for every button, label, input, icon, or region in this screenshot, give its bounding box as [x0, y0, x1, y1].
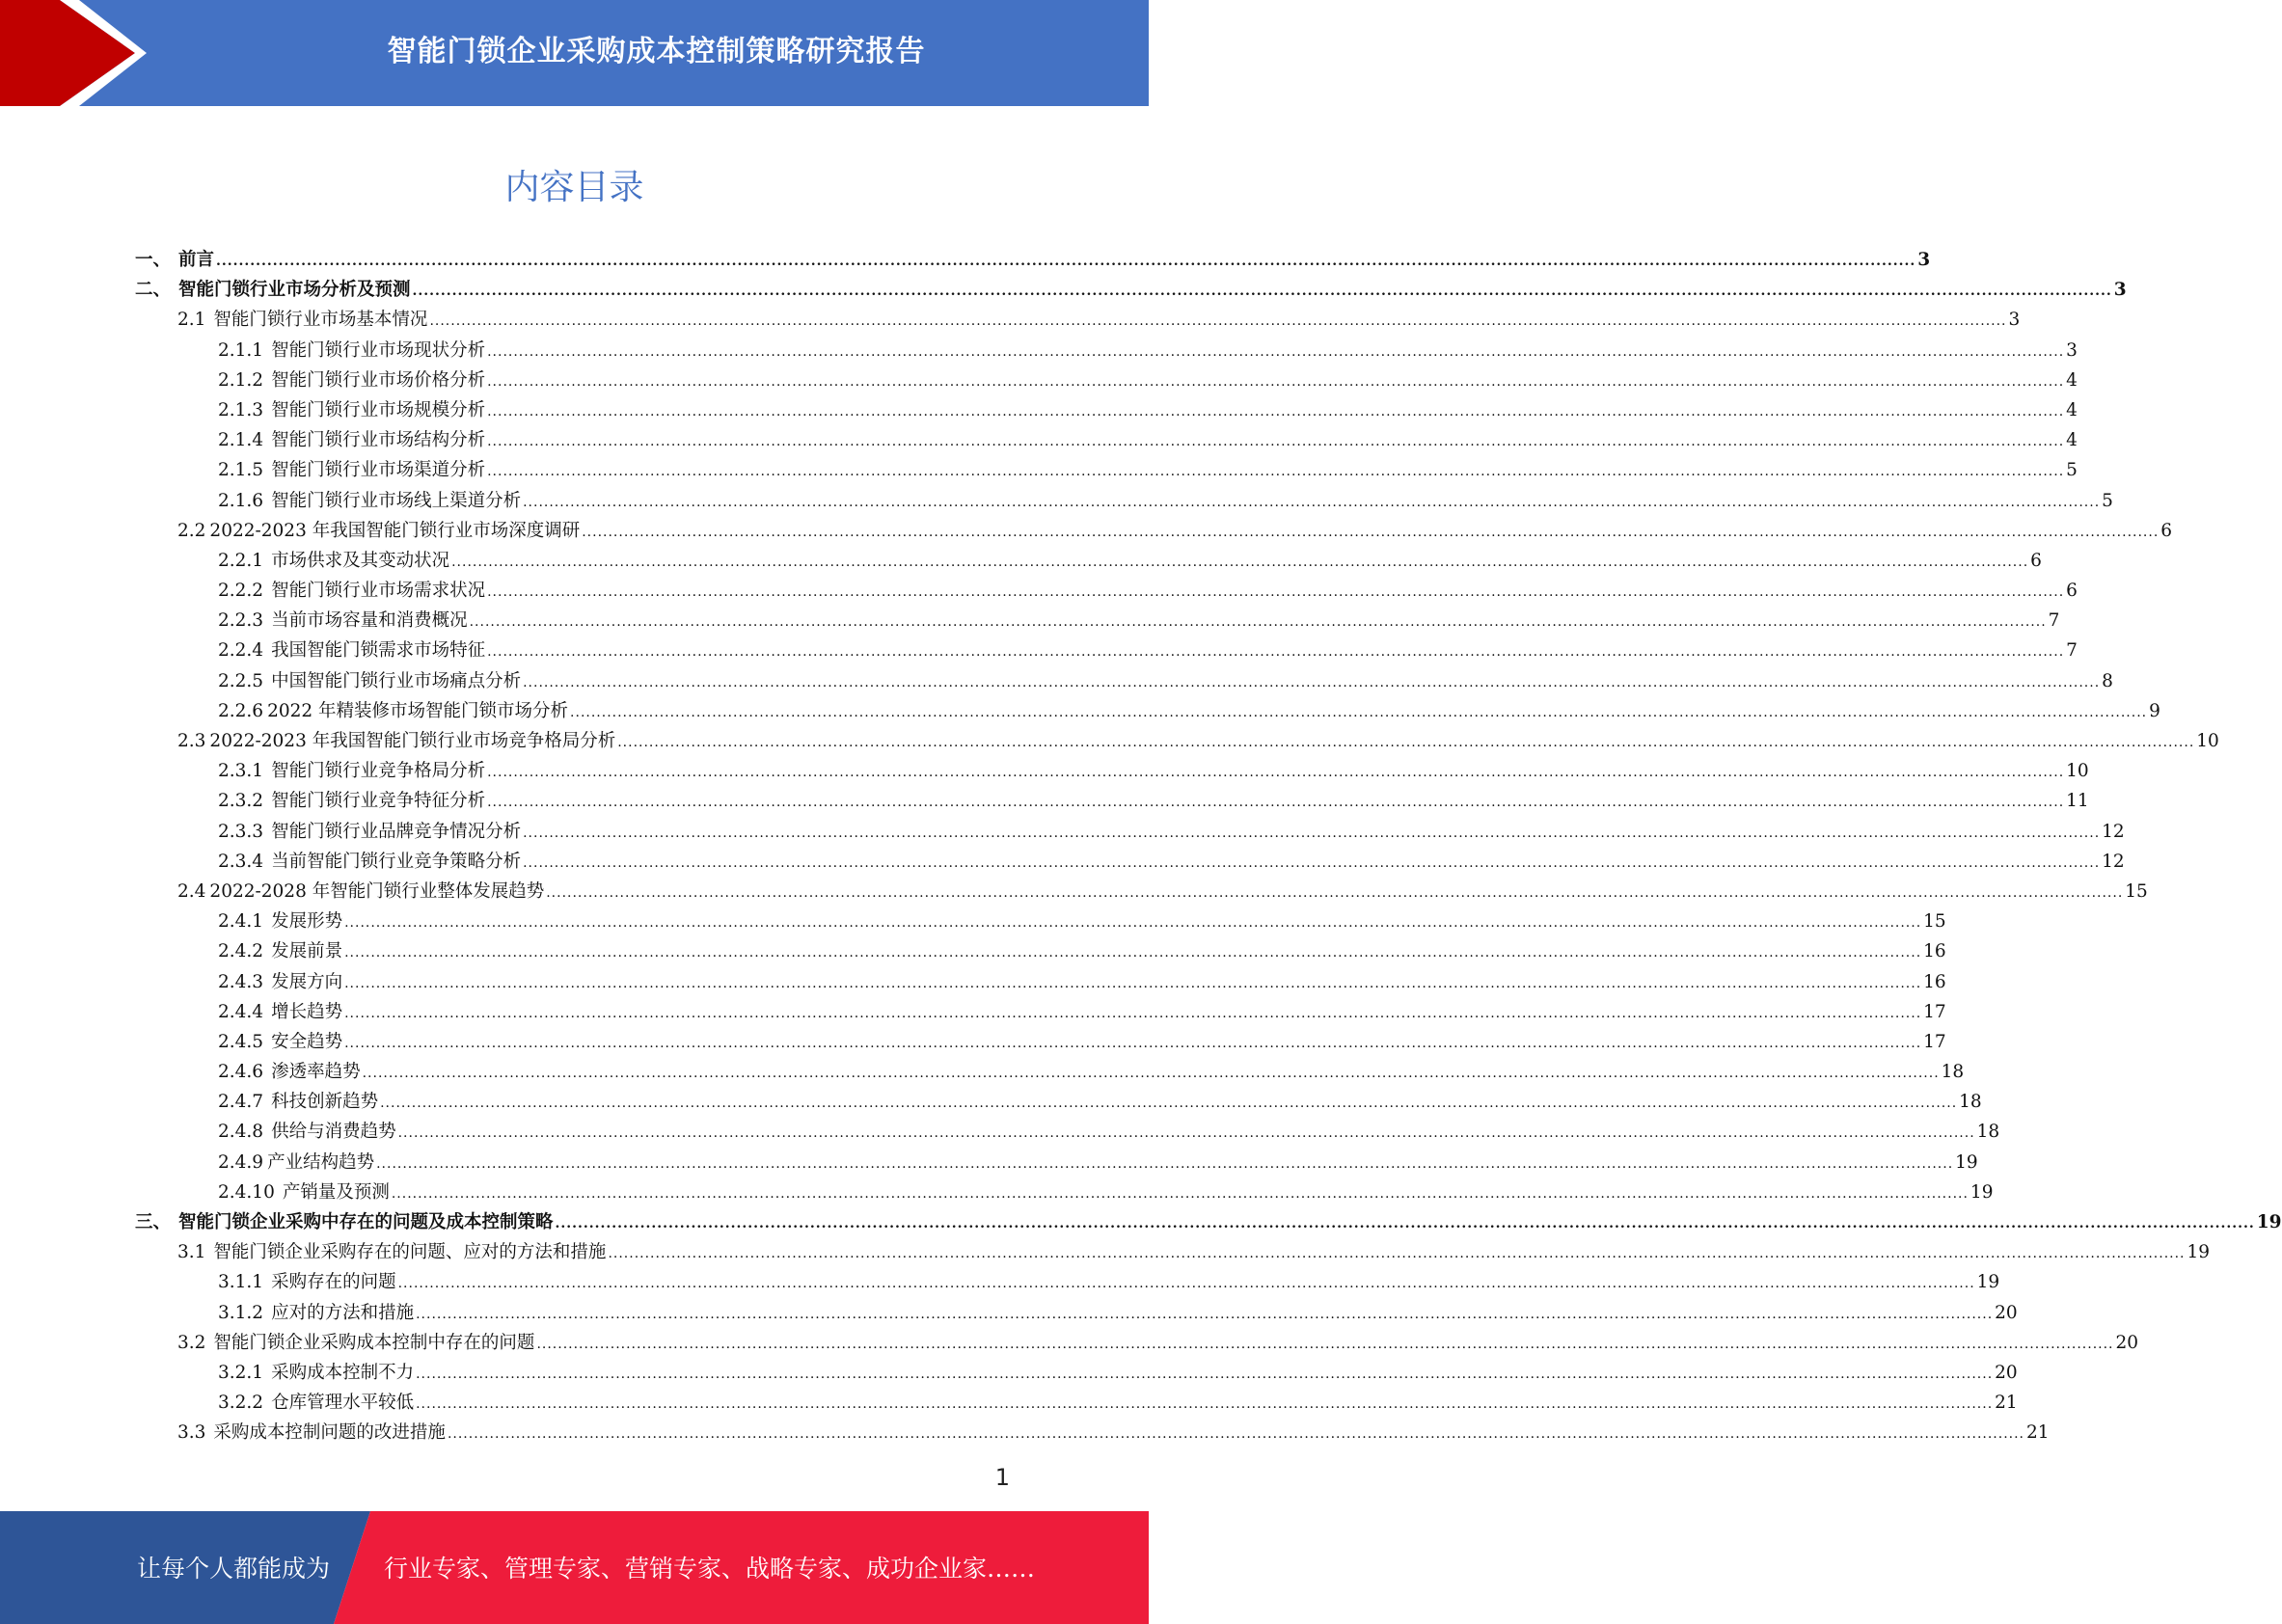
page-header-band	[0, 0, 1149, 106]
toc-entry-number: 2.2.6	[218, 700, 264, 721]
toc-entry[interactable]	[135, 546, 2042, 576]
toc-entry-number: 2.4.5	[218, 1031, 264, 1052]
toc-dot-leader: ............................................................................................................................................................................................................................................................................................................	[523, 825, 2101, 841]
toc-dot-leader: ............................................................................................................................................................................................................................................................................................................	[344, 1005, 1922, 1021]
toc-entry-number: 2.4.3	[218, 971, 264, 992]
toc-entry-number: 3.2	[177, 1332, 206, 1353]
toc-dot-leader: ............................................................................................................................................................................................................................................................................................................	[487, 373, 2065, 390]
toc-entry-number: 2.2.2	[218, 581, 264, 602]
table-of-contents	[135, 245, 2282, 1448]
header-chevron-decoration	[0, 0, 193, 106]
toc-entry-page: 19	[1955, 1151, 1978, 1173]
toc-entry-page: 16	[1923, 971, 1946, 992]
toc-entry-number: 2.3.4	[218, 851, 264, 872]
toc-entry[interactable]	[135, 1117, 2000, 1147]
toc-entry-title: 采购成本控制不力	[271, 1362, 415, 1383]
toc-entry-number: 3.1	[177, 1242, 206, 1263]
toc-dot-leader: ............................................................................................................................................................................................................................................................................................................	[362, 1066, 1940, 1082]
toc-entry[interactable]	[135, 516, 2173, 546]
toc-entry-title: 发展前景	[271, 941, 343, 962]
toc-entry-title: 2022-2023 年我国智能门锁行业市场竞争格局分析	[209, 731, 616, 751]
toc-entry-page: 20	[2115, 1332, 2139, 1353]
toc-entry-number: 2.2.5	[218, 670, 264, 691]
toc-entry[interactable]	[135, 1418, 2050, 1448]
toc-entry-page: 21	[2026, 1422, 2050, 1444]
toc-entry[interactable]	[135, 936, 1946, 966]
toc-entry-title: 中国智能门锁行业市场痛点分析	[271, 670, 522, 691]
toc-entry[interactable]	[135, 395, 2078, 425]
toc-entry-page: 18	[1976, 1122, 2000, 1143]
toc-entry[interactable]	[135, 907, 1946, 936]
toc-entry-number: 3.2.2	[218, 1393, 264, 1414]
toc-entry-page: 3	[2113, 280, 2127, 301]
toc-entry-title: 市场供求及其变动状况	[271, 550, 450, 571]
toc-entry-page: 20	[1995, 1302, 2018, 1323]
toc-dot-leader: ............................................................................................................................................................................................................................................................................................................	[546, 884, 2124, 901]
toc-entry-number: 2.4.6	[218, 1062, 264, 1083]
toc-entry-page: 19	[1970, 1181, 1994, 1203]
toc-entry-title: 智能门锁行业市场线上渠道分析	[271, 490, 522, 511]
toc-entry[interactable]	[135, 336, 2078, 365]
toc-entry[interactable]	[135, 1148, 1978, 1177]
toc-entry-title: 智能门锁行业竞争特征分析	[271, 791, 486, 812]
toc-entry[interactable]	[135, 1027, 1946, 1057]
toc-dot-leader: ............................................................................................................................................................................................................................................................................................................	[469, 614, 2047, 631]
toc-entry-title: 科技创新趋势	[271, 1092, 379, 1113]
toc-entry-page: 16	[1923, 941, 1946, 962]
toc-dot-leader: ............................................................................................................................................................................................................................................................................................................	[397, 1276, 1975, 1292]
toc-entry-title: 采购成本控制问题的改进措施	[213, 1422, 446, 1444]
toc-entry[interactable]	[135, 726, 2219, 756]
toc-entry-page: 11	[2066, 791, 2089, 812]
toc-entry[interactable]	[135, 967, 1946, 997]
toc-entry-title: 当前市场容量和消费概况	[271, 610, 468, 632]
toc-entry-page: 5	[2066, 460, 2078, 481]
toc-entry-title: 仓库管理水平较低	[271, 1393, 415, 1414]
toc-entry-page: 9	[2149, 700, 2160, 721]
toc-entry-number: 2.2.3	[218, 610, 264, 632]
toc-entry-title: 智能门锁行业市场需求状况	[271, 581, 486, 602]
toc-entry[interactable]	[135, 817, 2125, 847]
toc-entry-number: 一、	[135, 250, 172, 270]
toc-entry-number: 2.2.4	[218, 640, 264, 662]
toc-dot-leader: ............................................................................................................................................................................................................................................................................................................	[582, 524, 2160, 540]
toc-entry-title: 智能门锁行业竞争格局分析	[271, 761, 486, 782]
toc-entry[interactable]	[135, 606, 2060, 636]
toc-entry-page: 17	[1923, 1031, 1946, 1052]
toc-entry-title: 2022-2023 年我国智能门锁行业市场深度调研	[209, 520, 581, 541]
toc-dot-leader: ............................................................................................................................................................................................................................................................................................................	[487, 584, 2065, 601]
toc-entry-page: 7	[2048, 610, 2060, 632]
toc-entry-number: 2.1.2	[218, 369, 264, 391]
toc-entry-page: 19	[2187, 1242, 2211, 1263]
toc-entry-title: 采购存在的问题	[271, 1272, 396, 1293]
toc-entry-page: 21	[1995, 1393, 2018, 1414]
toc-entry-title: 2022 年精装修市场智能门锁市场分析	[267, 700, 569, 721]
toc-dot-leader: ............................................................................................................................................................................................................................................................................................................	[416, 1396, 1994, 1413]
page-number: 1	[994, 1464, 1010, 1491]
toc-dot-leader: ............................................................................................................................................................................................................................................................................................................	[487, 795, 2065, 811]
toc-entry-title: 智能门锁行业市场分析及预测	[178, 280, 411, 301]
toc-entry-title: 当前智能门锁行业竞争策略分析	[271, 851, 522, 872]
toc-entry-page: 4	[2066, 430, 2078, 451]
toc-entry[interactable]	[135, 1237, 2211, 1267]
toc-entry-title: 智能门锁企业采购存在的问题、应对的方法和措施	[213, 1242, 607, 1263]
toc-entry-number: 2.4.4	[218, 1001, 264, 1022]
toc-entry-title: 发展方向	[271, 971, 343, 992]
toc-dot-leader: ............................................................................................................................................................................................................................................................................................................	[523, 494, 2101, 510]
toc-dot-leader: ............................................................................................................................................................................................................................................................................................................	[451, 554, 2029, 570]
toc-entry-title: 智能门锁行业市场现状分析	[271, 339, 486, 361]
toc-dot-leader: ............................................................................................................................................................................................................................................................................................................	[447, 1426, 2024, 1443]
toc-entry[interactable]	[135, 997, 1946, 1027]
toc-entry-page: 6	[2066, 581, 2078, 602]
footer-slogan-left: 让每个人都能成为	[137, 1555, 331, 1583]
toc-entry-number: 2.2	[177, 520, 206, 541]
toc-entry-number: 3.2.1	[218, 1362, 264, 1383]
toc-entry[interactable]	[135, 1358, 2018, 1388]
toc-entry-number: 2.4	[177, 880, 206, 902]
toc-entry[interactable]	[135, 696, 2160, 726]
toc-entry-number: 2.3.1	[218, 761, 264, 782]
toc-entry-title: 智能门锁企业采购中存在的问题及成本控制策略	[178, 1212, 554, 1232]
toc-entry[interactable]	[135, 1177, 1994, 1207]
report-title: 智能门锁企业采购成本控制策略研究报告	[387, 35, 926, 68]
toc-entry[interactable]	[135, 365, 2078, 395]
toc-entry[interactable]	[135, 636, 2078, 665]
toc-entry[interactable]	[135, 786, 2089, 816]
toc-dot-leader: ............................................................................................................................................................................................................................................................................................................	[380, 1096, 1958, 1112]
toc-entry-title: 渗透率趋势	[271, 1062, 361, 1083]
toc-entry[interactable]	[135, 305, 2021, 335]
toc-entry-page: 7	[2066, 640, 2078, 662]
toc-entry[interactable]	[135, 1057, 1965, 1087]
toc-entry-number: 2.4.7	[218, 1092, 264, 1113]
toc-dot-leader: ............................................................................................................................................................................................................................................................................................................	[397, 1125, 1975, 1142]
toc-entry[interactable]	[135, 455, 2078, 485]
toc-entry-number: 2.1.6	[218, 490, 264, 511]
toc-entry-number: 2.4.1	[218, 911, 264, 933]
toc-dot-leader: ............................................................................................................................................................................................................................................................................................................	[570, 704, 2148, 720]
toc-entry-page: 10	[2066, 761, 2089, 782]
toc-entry-title: 智能门锁行业市场渠道分析	[271, 460, 486, 481]
toc-entry-page: 5	[2102, 490, 2113, 511]
toc-entry[interactable]	[135, 847, 2125, 877]
toc-dot-leader: ............................................................................................................................................................................................................................................................................................................	[536, 1336, 2114, 1352]
toc-entry[interactable]	[135, 1267, 2000, 1297]
toc-entry-page: 6	[2030, 550, 2042, 571]
toc-entry-title: 智能门锁企业采购成本控制中存在的问题	[213, 1332, 535, 1353]
toc-entry-title: 智能门锁行业市场基本情况	[213, 310, 428, 331]
toc-entry[interactable]	[135, 1388, 2018, 1418]
toc-entry-title: 产销量及预测	[282, 1181, 390, 1203]
toc-entry[interactable]	[135, 1298, 2018, 1328]
toc-entry-title: 智能门锁行业市场结构分析	[271, 430, 486, 451]
toc-entry-number: 3.3	[177, 1422, 206, 1444]
toc-entry[interactable]	[135, 877, 2148, 907]
toc-entry-page: 20	[1995, 1362, 2018, 1383]
toc-entry-title: 智能门锁行业市场规模分析	[271, 399, 486, 420]
toc-entry[interactable]	[135, 486, 2113, 516]
toc-entry[interactable]	[135, 1328, 2139, 1358]
toc-dot-leader: ............................................................................................................................................................................................................................................................................................................	[487, 464, 2065, 480]
toc-entry-page: 19	[1976, 1272, 2000, 1293]
toc-entry-page: 15	[1923, 911, 1946, 933]
toc-dot-leader: ............................................................................................................................................................................................................................................................................................................	[344, 975, 1922, 991]
toc-entry-page: 6	[2160, 520, 2173, 541]
toc-entry-number: 2.4.9	[218, 1151, 264, 1173]
toc-entry[interactable]	[135, 666, 2113, 696]
toc-entry-number: 2.1.4	[218, 430, 264, 451]
toc-entry-number: 三、	[135, 1212, 172, 1232]
toc-entry[interactable]	[135, 245, 1931, 275]
toc-entry-title: 智能门锁行业品牌竞争情况分析	[271, 821, 522, 842]
toc-entry-page: 4	[2066, 399, 2078, 420]
toc-dot-leader: ............................................................................................................................................................................................................................................................................................................	[555, 1216, 2255, 1232]
toc-heading: 内容目录	[504, 168, 644, 207]
toc-dot-leader: ............................................................................................................................................................................................................................................................................................................	[344, 1035, 1922, 1051]
toc-entry-page: 3	[2008, 310, 2021, 331]
toc-dot-leader: ............................................................................................................................................................................................................................................................................................................	[391, 1185, 1969, 1202]
toc-entry-title: 前言	[178, 250, 215, 270]
toc-entry-page: 19	[2256, 1212, 2282, 1232]
toc-entry[interactable]	[135, 1087, 1982, 1117]
toc-entry[interactable]	[135, 576, 2078, 606]
toc-entry-title: 发展形势	[271, 911, 343, 933]
toc-dot-leader: ............................................................................................................................................................................................................................................................................................................	[608, 1246, 2186, 1262]
toc-entry-title: 应对的方法和措施	[271, 1302, 415, 1323]
toc-dot-leader: ............................................................................................................................................................................................................................................................................................................	[487, 343, 2065, 360]
toc-dot-leader: ............................................................................................................................................................................................................................................................................................................	[416, 1306, 1994, 1322]
toc-entry-title: 安全趋势	[271, 1031, 343, 1052]
toc-entry-number: 2.3	[177, 731, 206, 751]
toc-entry[interactable]	[135, 756, 2089, 786]
toc-entry-title: 2022-2028 年智能门锁行业整体发展趋势	[209, 880, 545, 902]
toc-entry-page: 15	[2125, 880, 2148, 902]
toc-entry-number: 3.1.1	[218, 1272, 264, 1293]
toc-entry-title: 我国智能门锁需求市场特征	[271, 640, 486, 662]
toc-entry[interactable]	[135, 425, 2078, 455]
toc-dot-leader: ............................................................................................................................................................................................................................................................................................................	[487, 434, 2065, 450]
toc-dot-leader: ............................................................................................................................................................................................................................................................................................................	[412, 284, 2112, 300]
toc-entry-page: 18	[1959, 1092, 1982, 1113]
toc-dot-leader: ............................................................................................................................................................................................................................................................................................................	[376, 1155, 1954, 1172]
toc-entry-number: 2.1.3	[218, 399, 264, 420]
page-footer-band	[0, 1511, 1149, 1624]
toc-entry-title: 供给与消费趋势	[271, 1122, 396, 1143]
toc-entry-page: 3	[1917, 250, 1931, 270]
toc-dot-leader: ............................................................................................................................................................................................................................................................................................................	[344, 945, 1922, 961]
toc-entry-number: 2.4.8	[218, 1122, 264, 1143]
toc-entry-page: 8	[2102, 670, 2113, 691]
toc-entry-title: 智能门锁行业市场价格分析	[271, 369, 486, 391]
toc-entry-page: 10	[2196, 731, 2219, 751]
toc-entry-page: 12	[2102, 851, 2125, 872]
toc-entry-number: 2.3.2	[218, 791, 264, 812]
toc-entry-number: 2.3.3	[218, 821, 264, 842]
toc-entry-number: 2.1.1	[218, 339, 264, 361]
toc-dot-leader: ............................................................................................................................................................................................................................................................................................................	[487, 403, 2065, 420]
toc-entry-page: 3	[2066, 339, 2078, 361]
toc-dot-leader: ............................................................................................................................................................................................................................................................................................................	[523, 674, 2101, 690]
toc-entry-title: 增长趋势	[271, 1001, 343, 1022]
toc-entry-number: 2.1.5	[218, 460, 264, 481]
toc-dot-leader: ............................................................................................................................................................................................................................................................................................................	[487, 765, 2065, 781]
toc-entry-title: 产业结构趋势	[267, 1151, 375, 1173]
toc-dot-leader: ............................................................................................................................................................................................................................................................................................................	[416, 1366, 1994, 1382]
toc-entry-page: 17	[1923, 1001, 1946, 1022]
toc-entry-number: 二、	[135, 280, 172, 301]
toc-entry-page: 12	[2102, 821, 2125, 842]
toc-entry-page: 4	[2066, 369, 2078, 391]
toc-entry-number: 2.4.10	[218, 1181, 275, 1203]
toc-dot-leader: ............................................................................................................................................................................................................................................................................................................	[523, 854, 2101, 871]
toc-entry[interactable]	[135, 275, 2127, 305]
toc-entry-number: 2.4.2	[218, 941, 264, 962]
toc-entry-number: 2.2.1	[218, 550, 264, 571]
toc-entry-page: 18	[1941, 1062, 1965, 1083]
toc-dot-leader: ............................................................................................................................................................................................................................................................................................................	[344, 915, 1922, 932]
footer-slogan-right: 行业专家、管理专家、营销专家、战略专家、成功企业家……	[384, 1555, 1036, 1583]
toc-dot-leader: ............................................................................................................................................................................................................................................................................................................	[216, 254, 1916, 269]
toc-dot-leader: ............................................................................................................................................................................................................................................................................................................	[487, 644, 2065, 661]
toc-dot-leader: ............................................................................................................................................................................................................................................................................................................	[617, 735, 2195, 750]
toc-entry[interactable]	[135, 1207, 2282, 1237]
toc-dot-leader: ............................................................................................................................................................................................................................................................................................................	[429, 313, 2007, 330]
toc-entry-number: 2.1	[177, 310, 206, 331]
toc-entry-number: 3.1.2	[218, 1302, 264, 1323]
